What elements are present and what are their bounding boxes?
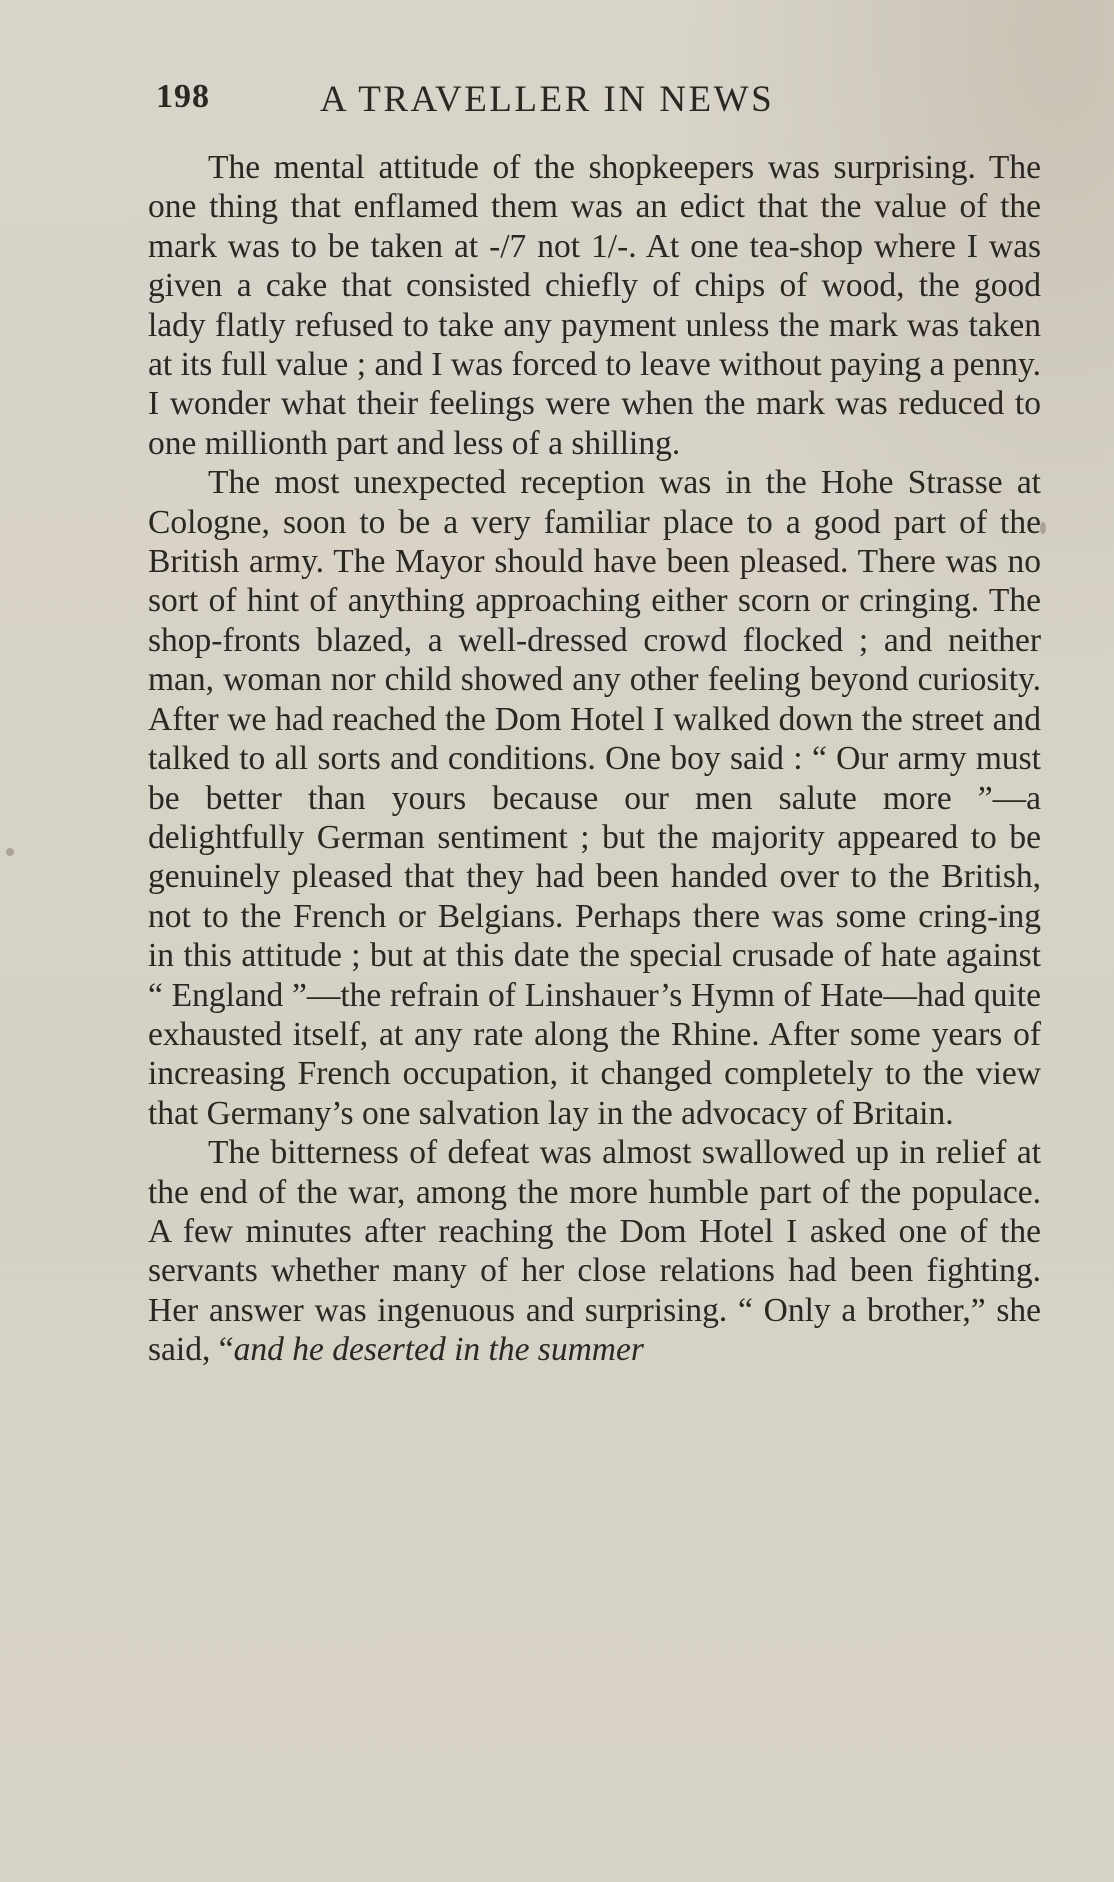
paragraph-3-italic-text: and he deserted in the summer xyxy=(233,1331,644,1369)
paragraph-3 xyxy=(148,1133,1041,1369)
page-header xyxy=(156,78,886,122)
running-title: A TRAVELLER IN NEWS xyxy=(320,79,775,120)
paper-speck xyxy=(6,848,14,856)
paragraph-3-text: The bitterness of defeat was almost swallowed up in relief at the end of the war, among the more humble part of the populace. A few minutes after reaching the Dom Hotel I asked one of the servants whether many of her close relations had been fighting. Her answer was ingenuous and surprising. “ Only a brother,” she said, “ xyxy=(148,1134,1041,1369)
body-text xyxy=(148,148,1041,1370)
paragraph-1: The mental attitude of the shopkeepers was surprising. The one thing that enflamed them was an edict that the value of the mark was to be taken at -/7 not 1/-. At one tea-shop where I was given a cake that consisted chiefly of chips of wood, the good lady flatly refused to take any payment unless the mark was taken at its full value ; and I was forced to leave without paying a penny. I wonder what their feelings were when the mark was reduced to one millionth part and less of a shilling. xyxy=(148,149,1041,462)
paragraph-2: The most unexpected reception was in the Hohe Strasse at Cologne, soon to be a very familiar place to a good part of the British army. The Mayor should have been pleased. There was no sort of hint of anything approaching either scorn or cringing. The shop-fronts blazed, a well-dressed crowd flocked ; and neither man, woman nor child showed any other feeling beyond curiosity. After we had reached the Dom Hotel I walked down the street and talked to all sorts and conditions. One boy said : “ Our army must be better than yours because our men salute more ”—a delightfully German sentiment ; but the majority appeared to be genuinely pleased that they had been handed over to the British, not to the French or Belgians. Perhaps there was some cring-ing in this attitude ; but at this date the special crusade of hate against “ England ”—the refrain of Linshauer’s Hymn of Hate—had quite exhausted itself, at any rate along the Rhine. After some years of increasing French occupation, it changed completely to the view that Germany’s one salvation lay in the advocacy of Britain. xyxy=(148,464,1041,1132)
paper-speck xyxy=(1040,522,1046,534)
page-number: 198 xyxy=(156,78,210,115)
